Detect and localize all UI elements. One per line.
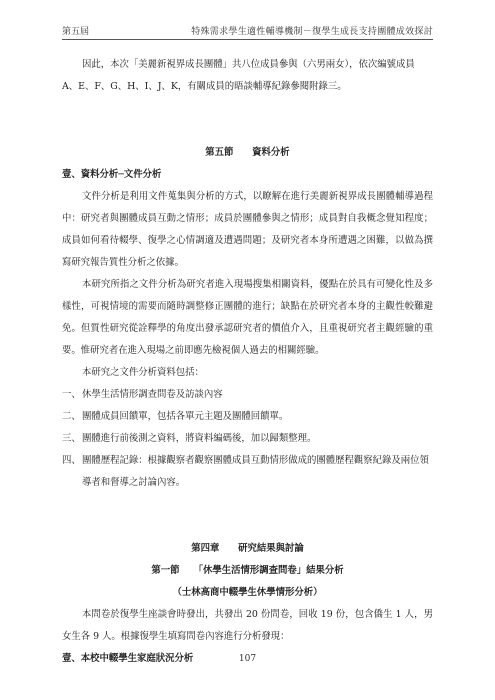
list-item-number: 三、 <box>62 433 81 444</box>
chapter-4-section-1-subtitle: （士林高商中輟學生休學情形分析） <box>172 587 323 598</box>
section-5-paragraph-3: 本研究之文件分析資料包括： <box>82 367 204 378</box>
header-chapter: 第五屆 <box>62 27 90 37</box>
list-item-text: 團體進行前後測之資料，將資料編碼後，加以歸類整理。 <box>82 433 317 444</box>
list-item-number: 四、 <box>62 455 81 466</box>
page-body <box>62 54 433 670</box>
list-item-number: 二、 <box>62 411 81 422</box>
header-title: 特殊需求學生適性輔導機制－復學生成長支持團體成效探討 <box>191 27 433 37</box>
page-number: 107 <box>238 654 257 664</box>
list-item-text: 團體成員回饋單，包括各單元主題及團體回饋單。 <box>82 411 289 422</box>
section-5-paragraph-2: 本研究所指之文件分析為研究者進入現場搜集相關資料，優點在於具有可變化性及多樣性，可視情境的需要而隨時調整修正團體的進行；缺點在於研究者本身的主觀性較難避免。但質性研究從詮釋學的角度出發承認研究者的價值介入，且重視研究者主觀經驗的重要。惟研究者在進入現場之前即應先檢視個人過去的相關經驗。 <box>62 279 433 356</box>
intro-line-1: 因此，本次「美麗新視界成長團體」共八位成員參與（六男兩女），依次編號成員 <box>82 59 415 70</box>
intro-line-2: A、E、F、G、H、I、J、K，有關成員的晤談輔導紀錄參閱附錄三。 <box>62 81 347 92</box>
list-item <box>62 450 433 494</box>
list-item-number: 一、 <box>62 389 81 400</box>
list-item <box>62 428 433 450</box>
list-item-text: 團體歷程記錄：根據觀察者觀察團體成員互動情形做成的團體歷程觀察紀錄及兩位領導者和督導之討論內容。 <box>82 455 429 488</box>
header-rule <box>62 39 433 40</box>
list-item <box>62 406 433 428</box>
list-item <box>62 384 433 406</box>
chapter-4-sub1-title: 壹、本校中輟學生家庭狀況分析 <box>62 653 194 664</box>
list-item-text: 休學生活情形調查問卷及訪談內容 <box>82 389 223 400</box>
chapter-4-paragraph-1: 本問卷於復學生座談會時發出，共發出 20 份問卷，回收 19 份，包含僑生 1 人，男女生各 9 人。根據復學生填寫問卷內容進行分析發現： <box>62 609 433 642</box>
section-5-paragraph-1: 文件分析是利用文件蒐集與分析的方式，以瞭解在進行美麗新視界成長團體輔導過程中：研究者與團體成員互動之情形；成員於團體參與之情形；成員對自我概念覺知程度；成員如何看待輟學、復學之心情調適及遭遇問題；及研究者本身所遭遇之困難，以做為撰寫研究報告質性分析之依據。 <box>62 191 433 268</box>
chapter-4-section-1-title: 第一節 「休學生活情形調查問卷」結果分析 <box>151 565 344 576</box>
chapter-4-title: 第四章 研究結果與討論 <box>191 543 304 554</box>
section-5-title: 第五節 資料分析 <box>205 147 290 158</box>
section-5-sub1-title: 壹、資料分析─文件分析 <box>62 169 162 180</box>
